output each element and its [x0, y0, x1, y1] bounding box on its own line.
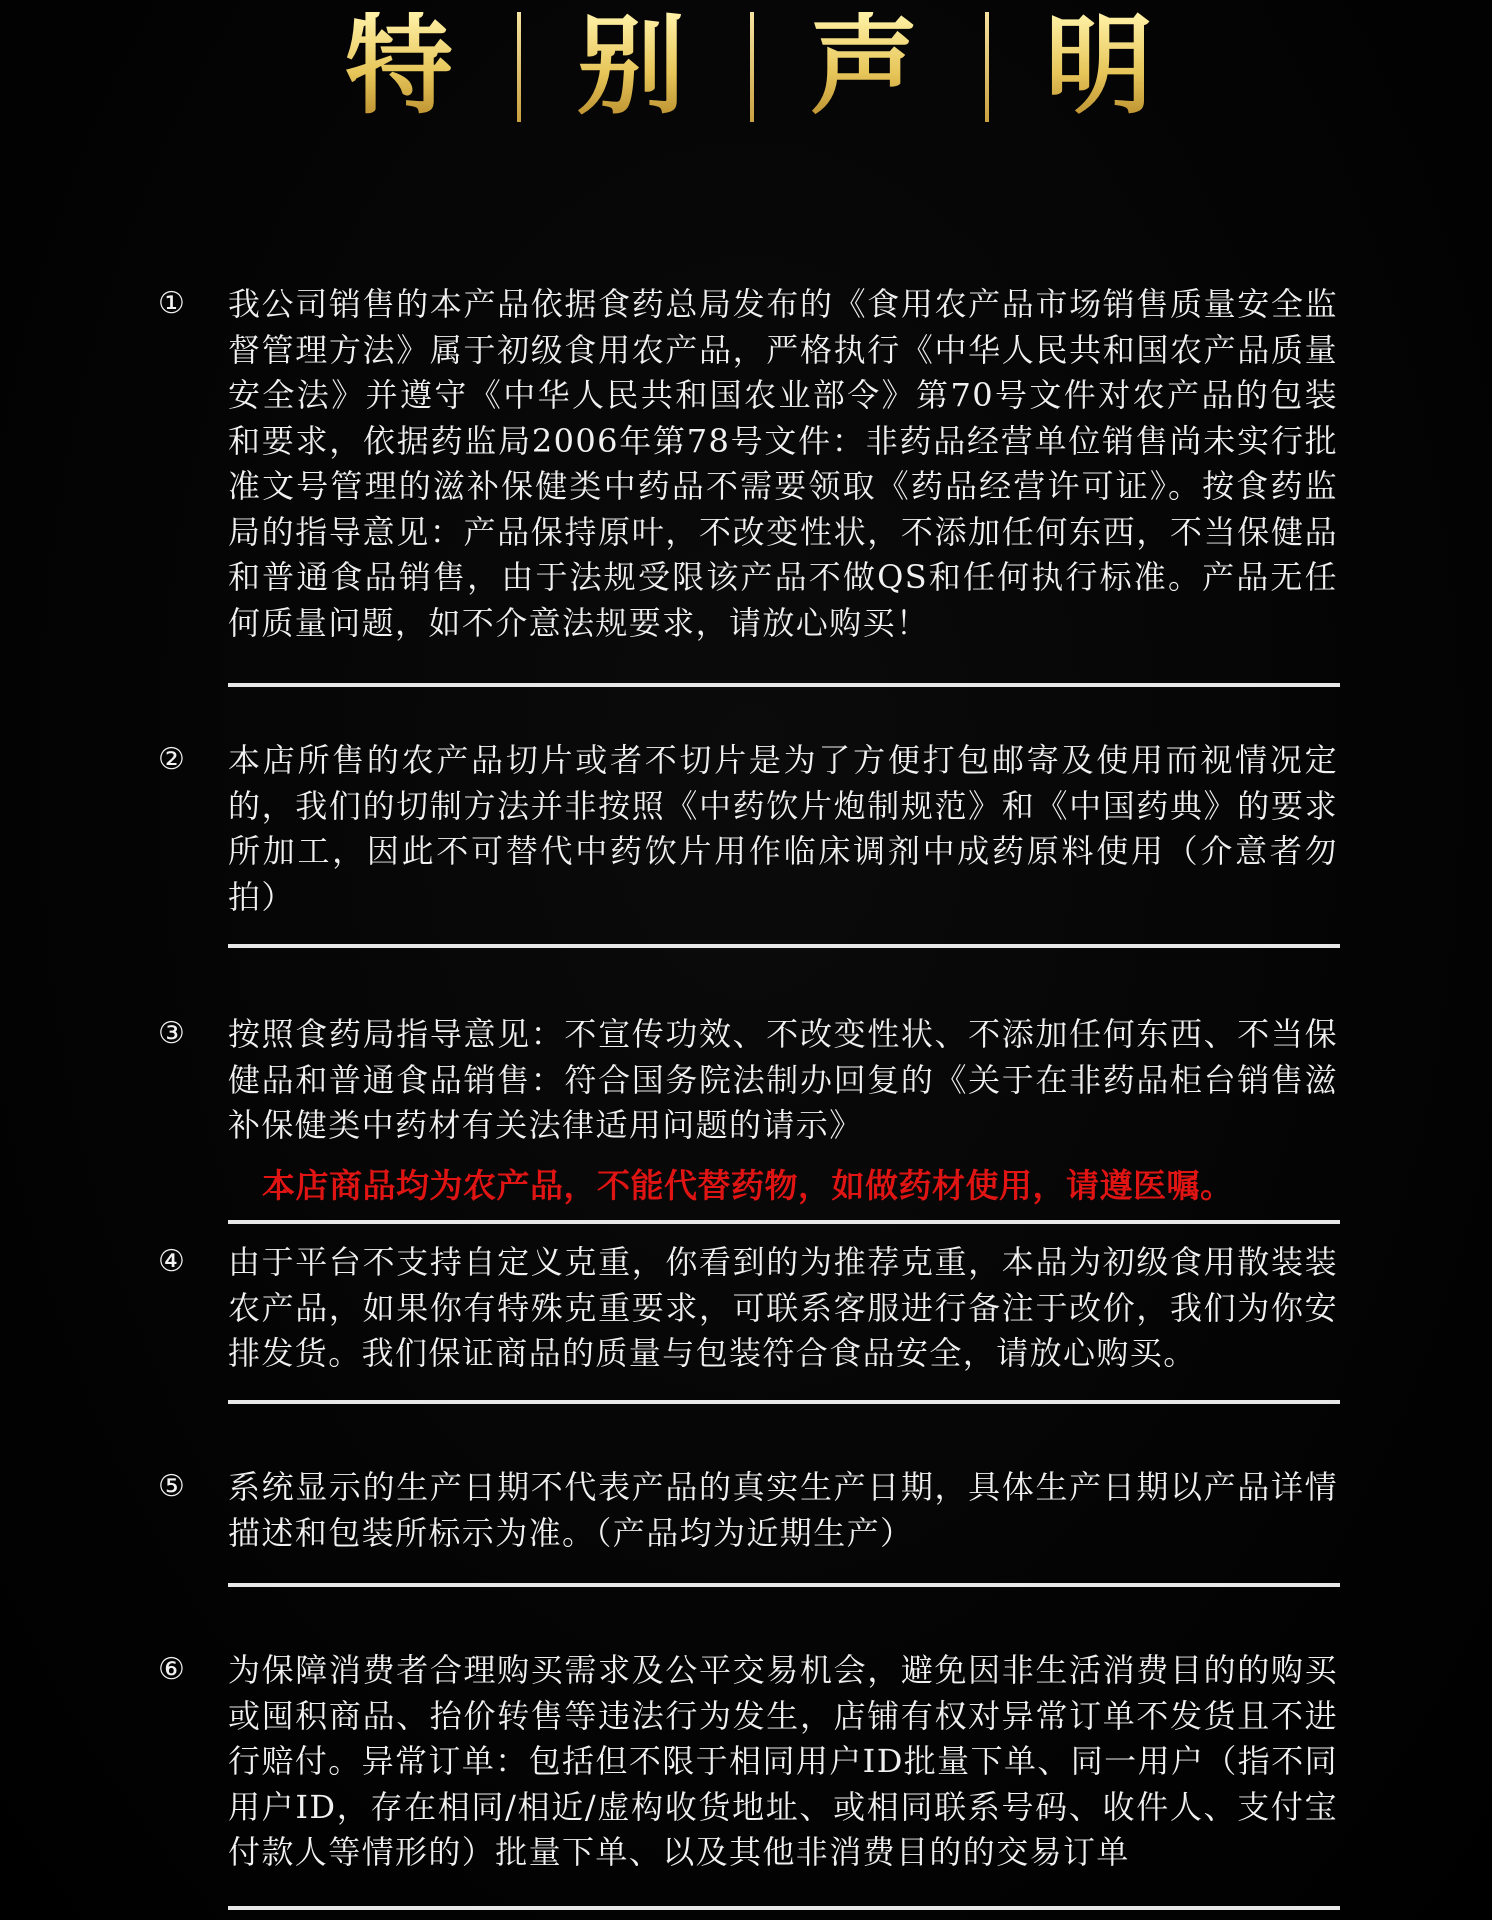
title-separator: [750, 12, 754, 122]
item-number: ①: [158, 286, 185, 321]
statement-text: 系统显示的生产日期不代表产品的真实生产日期，具体生产日期以产品详情描述和包装所标示为准。（产品均为近期生产）: [228, 1468, 1338, 1552]
statement-text: 为保障消费者合理购买需求及公平交易机会，避免因非生活消费目的的购买或囤积商品、抬价转售等违法行为发生，店铺有权对异常订单不发货且不进行赔付。异常订单：包括但不限于相同用户ID批量下单、同一用户（指不同用户ID，存在相同/相近/虚构收货地址、或相同联系号码、收件人、支付宝付款人等情形的）批量下单、以及其他非消费目的的交易订单: [228, 1651, 1338, 1871]
title-char-2: 别: [577, 4, 686, 129]
item-number: ④: [158, 1244, 185, 1279]
title-char-4: 明: [1045, 4, 1154, 129]
divider: [228, 683, 1340, 687]
title-char-1: 特: [345, 4, 454, 129]
title-separator: [985, 12, 989, 122]
page-title: [345, 0, 1165, 130]
page-edge: [1492, 0, 1500, 1920]
item-number: ⑤: [158, 1469, 185, 1504]
divider: [228, 1906, 1340, 1910]
item-number: ③: [158, 1016, 185, 1051]
divider: [228, 1583, 1340, 1587]
statement-text: 按照食药局指导意见：不宣传功效、不改变性状、不添加任何东西、不当保健品和普通食品销售：符合国务院法制办回复的《关于在非药品柜台销售滋补保健类中药材有关法律适用问题的请示》: [228, 1015, 1338, 1144]
warning-notice: 本店商品均为农产品，不能代替药物，如做药材使用，请遵医嘱。: [262, 1166, 1234, 1205]
statement-text: 由于平台不支持自定义克重，你看到的为推荐克重，本品为初级食用散装装农产品，如果你有特殊克重要求，可联系客服进行备注于改价，我们为你安排发货。我们保证商品的质量与包装符合食品安全，请放心购买。: [228, 1243, 1338, 1372]
item-number: ⑥: [158, 1652, 185, 1687]
title-separator: [517, 12, 521, 122]
divider: [228, 1220, 1340, 1224]
divider: [228, 944, 1340, 948]
item-number: ②: [158, 742, 185, 777]
statement-text: 本店所售的农产品切片或者不切片是为了方便打包邮寄及使用而视情况定的，我们的切制方法并非按照《中药饮片炮制规范》和《中国药典》的要求所加工，因此不可替代中药饮片用作临床调剂中成药原料使用（介意者勿拍）: [228, 741, 1338, 916]
divider: [228, 1400, 1340, 1404]
statement-text: 我公司销售的本产品依据食药总局发布的《食用农产品市场销售质量安全监督管理方法》属于初级食用农产品，严格执行《中华人民共和国农产品质量安全法》并遵守《中华人民共和国农业部令》第70号文件对农产品的包装和要求，依据药监局2006年第78号文件：非药品经营单位销售尚未实行批准文号管理的滋补保健类中药品不需要领取《药品经营许可证》。按食药监局的指导意见：产品保持原叶，不改变性状，不添加任何东西，不当保健品和普通食品销售，由于法规受限该产品不做QS和任何执行标准。产品无任何质量问题，如不介意法规要求，请放心购买！: [228, 285, 1338, 642]
title-char-3: 声: [810, 4, 919, 129]
